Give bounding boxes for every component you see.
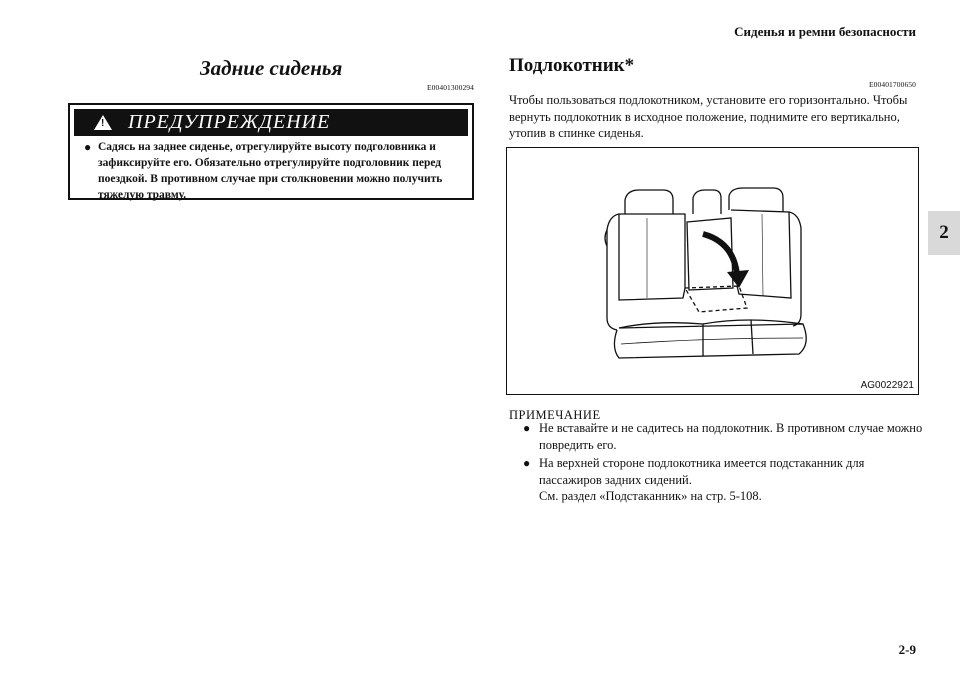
section-code: E00401700650 bbox=[868, 80, 916, 89]
armrest-intro-text: Чтобы пользоваться подлокотником, установите его горизонтально. Чтобы вернуть подлокотник в исходное положение, поднимите его вертикально, утопив в спинке сиденья. bbox=[509, 93, 908, 140]
section-title-armrest: Подлокотник* bbox=[509, 55, 635, 76]
rear-seat-drawing bbox=[507, 148, 918, 394]
note-text: Не вставайте и не садитесь на подлокотник. В противном случае можно повредить его. bbox=[539, 421, 923, 452]
note-item bbox=[523, 420, 923, 453]
note-text: На верхней стороне подлокотника имеется подстаканник для пассажиров задних сидений. bbox=[539, 456, 865, 487]
section-title-rear-seats: Задние сиденья bbox=[200, 56, 343, 80]
armrest-illustration bbox=[506, 147, 919, 395]
page-number: 2-9 bbox=[898, 642, 916, 657]
warning-body bbox=[84, 139, 462, 203]
warning-box bbox=[68, 103, 474, 200]
note-list bbox=[523, 420, 923, 507]
bullet-icon: ● bbox=[523, 421, 531, 435]
chapter-tab bbox=[928, 211, 960, 255]
chapter-number: 2 bbox=[939, 222, 949, 243]
warning-triangle-icon bbox=[94, 115, 112, 130]
note-reference: См. раздел «Подстаканник» на стр. 5-108. bbox=[539, 489, 762, 503]
figure-code: AG0022921 bbox=[860, 380, 914, 391]
section-code: E00401300294 bbox=[426, 83, 474, 92]
warning-text: Садясь на заднее сиденье, отрегулируйте высоту подголовника и зафиксируйте его. Обязательно отрегулируйте подголовник перед поездкой. В противном случае при столкновении можно получить тяжелую травму. bbox=[98, 141, 443, 201]
bullet-icon: ● bbox=[84, 140, 92, 154]
warning-icon-mark: ! bbox=[101, 118, 105, 129]
warning-header bbox=[74, 109, 468, 136]
bullet-icon: ● bbox=[523, 456, 531, 470]
warning-title: ПРЕДУПРЕЖДЕНИЕ bbox=[128, 111, 331, 133]
running-header: Сиденья и ремни безопасности bbox=[734, 24, 916, 39]
note-text-block bbox=[539, 455, 923, 505]
note-heading: ПРИМЕЧАНИЕ bbox=[509, 408, 601, 422]
note-item bbox=[523, 455, 923, 505]
